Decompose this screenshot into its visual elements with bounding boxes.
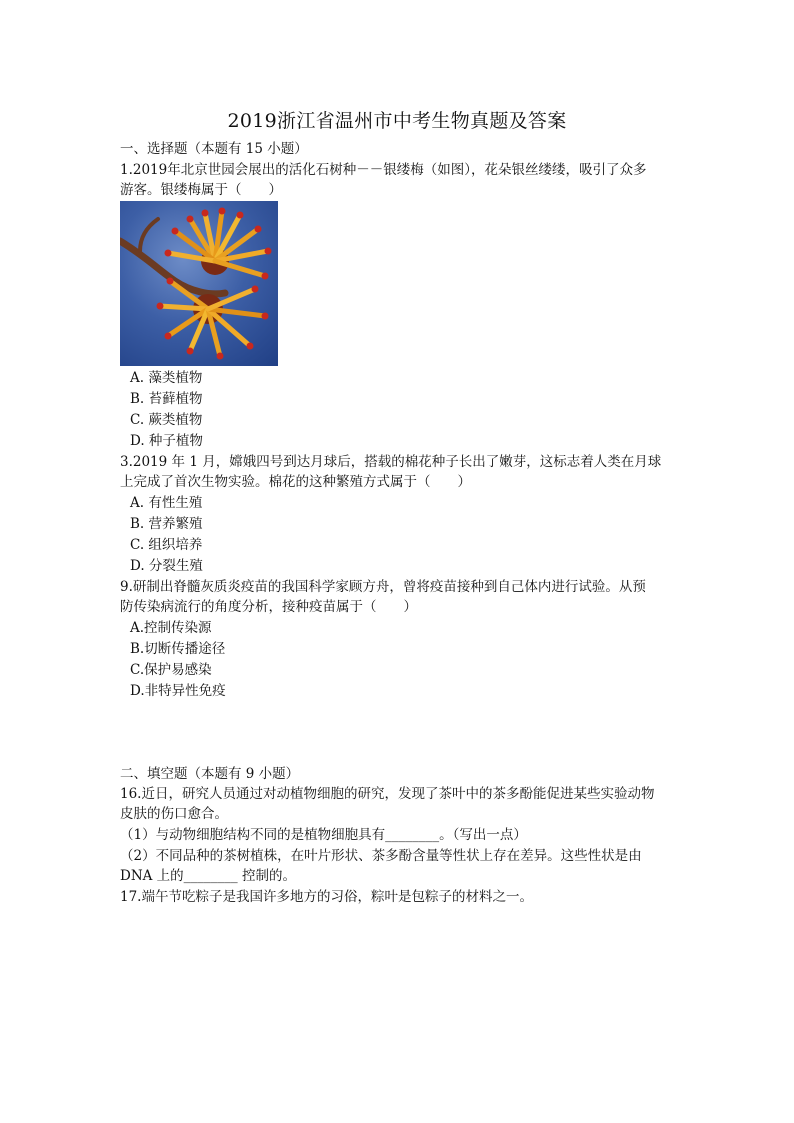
question-9-option-c: C.保护易感染 bbox=[130, 662, 212, 678]
question-16-line-2: 皮肤的伤口愈合。 bbox=[120, 806, 228, 822]
question-9-line-2: 防传染病流行的角度分析，接种疫苗属于（ ） bbox=[120, 599, 417, 615]
page-title: 2019浙江省温州市中考生物真题及答案 bbox=[227, 110, 567, 132]
question-3-line-1: 3.2019 年 1 月，嫦娥四号到达月球后，搭载的棉花种子长出了嫩芽，这标志着人类在月球 bbox=[120, 454, 662, 470]
question-16-line-1: 16.近日，研究人员通过对动植物细胞的研究，发现了茶叶中的茶多酚能促进某些实验动物 bbox=[120, 786, 655, 802]
question-3-option-d: D. 分裂生殖 bbox=[130, 558, 203, 574]
section-heading-choice: 一、选择题（本题有 15 小题） bbox=[120, 141, 308, 157]
question-1-option-b: B. 苔藓植物 bbox=[130, 391, 203, 407]
question-16-sub-1: （1）与动物细胞结构不同的是植物细胞具有________。（写出一点） bbox=[120, 827, 527, 843]
question-1-line-1: 1.2019年北京世园会展出的活化石树种－－银缕梅（如图），花朵银丝缕缕，吸引了众多 bbox=[120, 162, 647, 178]
question-17-line-1: 17.端午节吃粽子是我国许多地方的习俗，粽叶是包粽子的材料之一。 bbox=[120, 889, 533, 905]
question-1-option-c: C. 蕨类植物 bbox=[130, 412, 203, 428]
flower-photo bbox=[120, 201, 278, 366]
question-3-line-2: 上完成了首次生物实验。棉花的这种繁殖方式属于（ ） bbox=[120, 474, 471, 490]
witch-hazel-flower-illustration bbox=[120, 201, 278, 366]
question-9-option-b: B.切断传播途径 bbox=[130, 641, 226, 657]
question-9-option-d: D.非特异性免疫 bbox=[130, 683, 226, 699]
question-16-sub-2-line-1: （2）不同品种的茶树植株，在叶片形状、茶多酚含量等性状上存在差异。这些性状是由 bbox=[120, 848, 642, 864]
question-9-option-a: A.控制传染源 bbox=[130, 620, 212, 636]
question-1-option-d: D. 种子植物 bbox=[130, 433, 203, 449]
question-1-option-a: A. 藻类植物 bbox=[130, 370, 203, 386]
question-9-line-1: 9.研制出脊髓灰质炎疫苗的我国科学家顾方舟，曾将疫苗接种到自己体内进行试验。从预 bbox=[120, 579, 646, 595]
question-3-option-c: C. 组织培养 bbox=[130, 537, 203, 553]
question-16-sub-2-line-2: DNA 上的________ 控制的。 bbox=[120, 868, 296, 884]
question-3-option-b: B. 营养繁殖 bbox=[130, 516, 203, 532]
question-3-option-a: A. 有性生殖 bbox=[130, 495, 203, 511]
section-heading-fill-in: 二、填空题（本题有 9 小题） bbox=[120, 766, 300, 782]
question-1-line-2: 游客。银缕梅属于（ ） bbox=[120, 182, 282, 198]
